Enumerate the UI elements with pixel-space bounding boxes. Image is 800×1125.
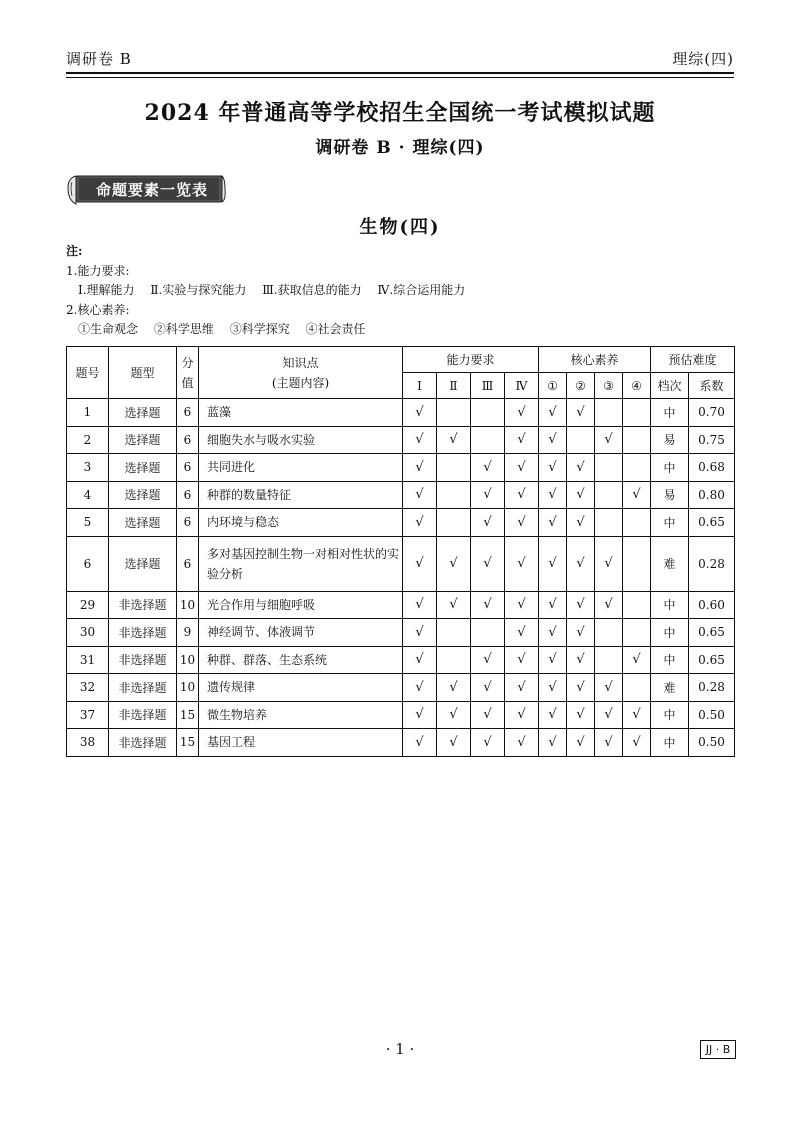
cell-literacy-4-empty (623, 591, 651, 619)
cell-type: 非选择题 (109, 619, 177, 647)
scroll-banner (66, 172, 226, 208)
cell-ability-3-check: √ (471, 674, 505, 702)
cell-literacy-4-empty (623, 619, 651, 647)
cell-num: 37 (67, 701, 109, 729)
cell-ability-1-check: √ (403, 674, 437, 702)
cell-level: 中 (651, 454, 689, 482)
cell-coef: 0.65 (689, 619, 735, 647)
cell-ability-2-empty (437, 454, 471, 482)
header-left: 调研卷 B (66, 50, 132, 68)
cell-score: 10 (177, 674, 199, 702)
cell-literacy-2-empty (567, 426, 595, 454)
cell-ability-1-check: √ (403, 729, 437, 757)
cell-literacy-3-check: √ (595, 536, 623, 591)
cell-ability-4-check: √ (505, 536, 539, 591)
cell-literacy-2-check: √ (567, 454, 595, 482)
cell-ability-3-empty (471, 399, 505, 427)
col-kp (199, 347, 403, 399)
col-ability-3: Ⅲ (471, 373, 505, 399)
cell-ability-4-check: √ (505, 591, 539, 619)
table-row (67, 591, 735, 619)
cell-ability-3-check: √ (471, 591, 505, 619)
cell-coef: 0.28 (689, 674, 735, 702)
page-title: 2024 年普通高等学校招生全国统一考试模拟试题 (144, 100, 656, 126)
literacy-title: 2.核心素养: (66, 302, 130, 317)
cell-literacy-2-check: √ (567, 591, 595, 619)
table-row (67, 509, 735, 537)
cell-score: 15 (177, 729, 199, 757)
table-row (67, 454, 735, 482)
cell-num: 4 (67, 481, 109, 509)
cell-num: 3 (67, 454, 109, 482)
cell-literacy-2-check: √ (567, 646, 595, 674)
cell-level: 中 (651, 509, 689, 537)
cell-coef: 0.60 (689, 591, 735, 619)
cell-ability-2-empty (437, 619, 471, 647)
cell-type: 非选择题 (109, 646, 177, 674)
cell-num: 31 (67, 646, 109, 674)
cell-level: 中 (651, 619, 689, 647)
cell-literacy-1-check: √ (539, 399, 567, 427)
cell-literacy-4-empty (623, 536, 651, 591)
cell-ability-2-empty (437, 481, 471, 509)
cell-type: 非选择题 (109, 729, 177, 757)
cell-type: 非选择题 (109, 591, 177, 619)
cell-coef: 0.80 (689, 481, 735, 509)
ability-item: Ⅲ.获取信息的能力 (262, 283, 362, 297)
header-right: 理综(四) (672, 50, 734, 68)
cell-ability-4-check: √ (505, 454, 539, 482)
cell-coef: 0.65 (689, 509, 735, 537)
cell-ability-3-check: √ (471, 481, 505, 509)
cell-ability-1-check: √ (403, 701, 437, 729)
col-kp-b: (主题内容) (271, 375, 330, 390)
cell-ability-2-check: √ (437, 729, 471, 757)
cell-ability-3-empty (471, 619, 505, 647)
cell-ability-4-check: √ (505, 646, 539, 674)
cell-type: 选择题 (109, 481, 177, 509)
cell-level: 中 (651, 399, 689, 427)
cell-ability-4-check: √ (505, 399, 539, 427)
cell-literacy-3-empty (595, 399, 623, 427)
table-row (67, 674, 735, 702)
cell-kp: 光合作用与细胞呼吸 (199, 591, 403, 619)
cell-literacy-3-empty (595, 509, 623, 537)
cell-ability-2-empty (437, 646, 471, 674)
cell-num: 5 (67, 509, 109, 537)
cell-level: 中 (651, 591, 689, 619)
cell-literacy-4-empty (623, 509, 651, 537)
cell-literacy-3-check: √ (595, 674, 623, 702)
cell-level: 中 (651, 729, 689, 757)
col-type: 题型 (109, 347, 177, 399)
literacy-item: ④社会责任 (305, 322, 366, 336)
col-ability-1: Ⅰ (403, 373, 437, 399)
col-score (177, 347, 199, 399)
cell-ability-1-check: √ (403, 481, 437, 509)
cell-ability-2-empty (437, 399, 471, 427)
cell-type: 选择题 (109, 426, 177, 454)
cell-score: 6 (177, 509, 199, 537)
cell-literacy-1-check: √ (539, 729, 567, 757)
cell-kp: 共同进化 (199, 454, 403, 482)
cell-literacy-1-check: √ (539, 646, 567, 674)
table-row (67, 426, 735, 454)
cell-level: 中 (651, 646, 689, 674)
cell-num: 6 (67, 536, 109, 591)
cell-type: 选择题 (109, 509, 177, 537)
cell-ability-1-check: √ (403, 646, 437, 674)
col-ability-4: Ⅳ (505, 373, 539, 399)
exam-table (66, 346, 735, 757)
cell-coef: 0.50 (689, 729, 735, 757)
col-difficulty: 预估难度 (651, 347, 735, 373)
cell-literacy-1-check: √ (539, 509, 567, 537)
literacy-list (66, 320, 465, 340)
page-code: JJ · B (700, 1040, 736, 1059)
cell-coef: 0.50 (689, 701, 735, 729)
cell-type: 选择题 (109, 536, 177, 591)
cell-literacy-1-check: √ (539, 591, 567, 619)
cell-type: 选择题 (109, 454, 177, 482)
cell-ability-4-check: √ (505, 509, 539, 537)
col-literacy-3: ③ (595, 373, 623, 399)
cell-literacy-2-check: √ (567, 536, 595, 591)
cell-score: 6 (177, 536, 199, 591)
cell-score: 15 (177, 701, 199, 729)
table-row (67, 399, 735, 427)
cell-literacy-1-check: √ (539, 674, 567, 702)
cell-ability-2-check: √ (437, 536, 471, 591)
cell-ability-2-check: √ (437, 426, 471, 454)
cell-literacy-3-check: √ (595, 426, 623, 454)
cell-ability-4-check: √ (505, 426, 539, 454)
page-subtitle: 调研卷 B · 理综(四) (315, 138, 485, 158)
table-body (67, 399, 735, 757)
cell-type: 选择题 (109, 399, 177, 427)
cell-level: 易 (651, 426, 689, 454)
cell-literacy-3-empty (595, 481, 623, 509)
cell-literacy-1-check: √ (539, 481, 567, 509)
col-score-a: 分 (181, 355, 194, 370)
cell-literacy-2-check: √ (567, 701, 595, 729)
cell-literacy-2-check: √ (567, 619, 595, 647)
cell-literacy-2-check: √ (567, 509, 595, 537)
cell-coef: 0.68 (689, 454, 735, 482)
cell-score: 6 (177, 481, 199, 509)
cell-ability-3-check: √ (471, 646, 505, 674)
literacy-item: ③科学探究 (229, 322, 290, 336)
header-rule (66, 77, 734, 78)
cell-kp: 微生物培养 (199, 701, 403, 729)
ability-item: Ⅳ.综合运用能力 (377, 283, 466, 297)
cell-literacy-4-check: √ (623, 729, 651, 757)
cell-ability-3-check: √ (471, 729, 505, 757)
cell-ability-3-check: √ (471, 536, 505, 591)
col-ability-2: Ⅱ (437, 373, 471, 399)
cell-literacy-1-check: √ (539, 454, 567, 482)
cell-ability-1-check: √ (403, 426, 437, 454)
section-title: 生物(四) (359, 217, 441, 238)
cell-num: 30 (67, 619, 109, 647)
cell-ability-2-empty (437, 509, 471, 537)
cell-literacy-4-check: √ (623, 646, 651, 674)
table-row (67, 729, 735, 757)
ability-item: Ⅱ.实验与探究能力 (150, 283, 247, 297)
col-literacy-1: ① (539, 373, 567, 399)
col-level: 档次 (651, 373, 689, 399)
page-header (66, 44, 734, 74)
cell-kp: 种群的数量特征 (199, 481, 403, 509)
cell-ability-1-check: √ (403, 399, 437, 427)
cell-kp: 种群、群落、生态系统 (199, 646, 403, 674)
cell-literacy-3-empty (595, 646, 623, 674)
cell-num: 2 (67, 426, 109, 454)
cell-ability-3-check: √ (471, 454, 505, 482)
cell-num: 38 (67, 729, 109, 757)
literacy-item: ②科学思维 (153, 322, 214, 336)
cell-level: 中 (651, 701, 689, 729)
cell-ability-2-check: √ (437, 701, 471, 729)
table-row (67, 619, 735, 647)
notes-label: 注: (66, 244, 83, 258)
table-row (67, 646, 735, 674)
cell-literacy-3-check: √ (595, 591, 623, 619)
col-literacy-4: ④ (623, 373, 651, 399)
cell-literacy-3-empty (595, 619, 623, 647)
table-row (67, 481, 735, 509)
cell-ability-4-check: √ (505, 619, 539, 647)
cell-kp: 遗传规律 (199, 674, 403, 702)
cell-score: 6 (177, 426, 199, 454)
cell-literacy-4-empty (623, 399, 651, 427)
cell-ability-4-check: √ (505, 481, 539, 509)
col-literacy-2: ② (567, 373, 595, 399)
cell-kp: 神经调节、体液调节 (199, 619, 403, 647)
cell-kp: 细胞失水与吸水实验 (199, 426, 403, 454)
ability-item: Ⅰ.理解能力 (78, 283, 135, 297)
cell-type: 非选择题 (109, 701, 177, 729)
cell-ability-1-check: √ (403, 619, 437, 647)
cell-score: 9 (177, 619, 199, 647)
cell-literacy-2-check: √ (567, 481, 595, 509)
cell-literacy-1-check: √ (539, 426, 567, 454)
cell-num: 29 (67, 591, 109, 619)
literacy-item: ①生命观念 (78, 322, 139, 336)
cell-literacy-2-check: √ (567, 729, 595, 757)
cell-ability-4-check: √ (505, 701, 539, 729)
cell-literacy-1-check: √ (539, 701, 567, 729)
cell-coef: 0.75 (689, 426, 735, 454)
table-row (67, 701, 735, 729)
cell-ability-1-check: √ (403, 509, 437, 537)
cell-literacy-3-empty (595, 454, 623, 482)
cell-kp: 基因工程 (199, 729, 403, 757)
cell-literacy-2-check: √ (567, 399, 595, 427)
cell-literacy-1-check: √ (539, 536, 567, 591)
cell-coef: 0.28 (689, 536, 735, 591)
cell-literacy-4-check: √ (623, 481, 651, 509)
cell-literacy-3-check: √ (595, 701, 623, 729)
cell-literacy-4-check: √ (623, 701, 651, 729)
ability-list (66, 281, 465, 301)
cell-score: 10 (177, 591, 199, 619)
col-coef: 系数 (689, 373, 735, 399)
cell-kp: 内环境与稳态 (199, 509, 403, 537)
cell-ability-1-check: √ (403, 591, 437, 619)
cell-ability-2-check: √ (437, 591, 471, 619)
ability-title: 1.能力要求: (66, 263, 130, 278)
cell-score: 6 (177, 399, 199, 427)
cell-kp: 蓝藻 (199, 399, 403, 427)
col-num: 题号 (67, 347, 109, 399)
col-ability: 能力要求 (403, 347, 539, 373)
cell-num: 32 (67, 674, 109, 702)
col-kp-a: 知识点 (282, 355, 319, 370)
cell-literacy-1-check: √ (539, 619, 567, 647)
cell-score: 10 (177, 646, 199, 674)
cell-literacy-4-empty (623, 426, 651, 454)
cell-score: 6 (177, 454, 199, 482)
table-row (67, 536, 735, 591)
col-literacy: 核心素养 (539, 347, 651, 373)
page-number: · 1 · (385, 1040, 415, 1058)
cell-literacy-4-empty (623, 454, 651, 482)
banner-label: 命题要素一览表 (95, 180, 208, 199)
cell-level: 难 (651, 674, 689, 702)
cell-literacy-2-check: √ (567, 674, 595, 702)
col-score-b: 值 (181, 375, 194, 390)
cell-ability-2-check: √ (437, 674, 471, 702)
notes (66, 242, 465, 340)
cell-num: 1 (67, 399, 109, 427)
cell-ability-3-empty (471, 426, 505, 454)
cell-ability-4-check: √ (505, 674, 539, 702)
cell-level: 易 (651, 481, 689, 509)
cell-level: 难 (651, 536, 689, 591)
cell-literacy-3-check: √ (595, 729, 623, 757)
cell-ability-3-check: √ (471, 509, 505, 537)
cell-literacy-4-empty (623, 674, 651, 702)
cell-ability-3-check: √ (471, 701, 505, 729)
cell-ability-1-check: √ (403, 536, 437, 591)
cell-coef: 0.65 (689, 646, 735, 674)
cell-ability-1-check: √ (403, 454, 437, 482)
cell-kp: 多对基因控制生物一对相对性状的实验分析 (199, 536, 403, 591)
cell-type: 非选择题 (109, 674, 177, 702)
cell-ability-4-check: √ (505, 729, 539, 757)
cell-coef: 0.70 (689, 399, 735, 427)
